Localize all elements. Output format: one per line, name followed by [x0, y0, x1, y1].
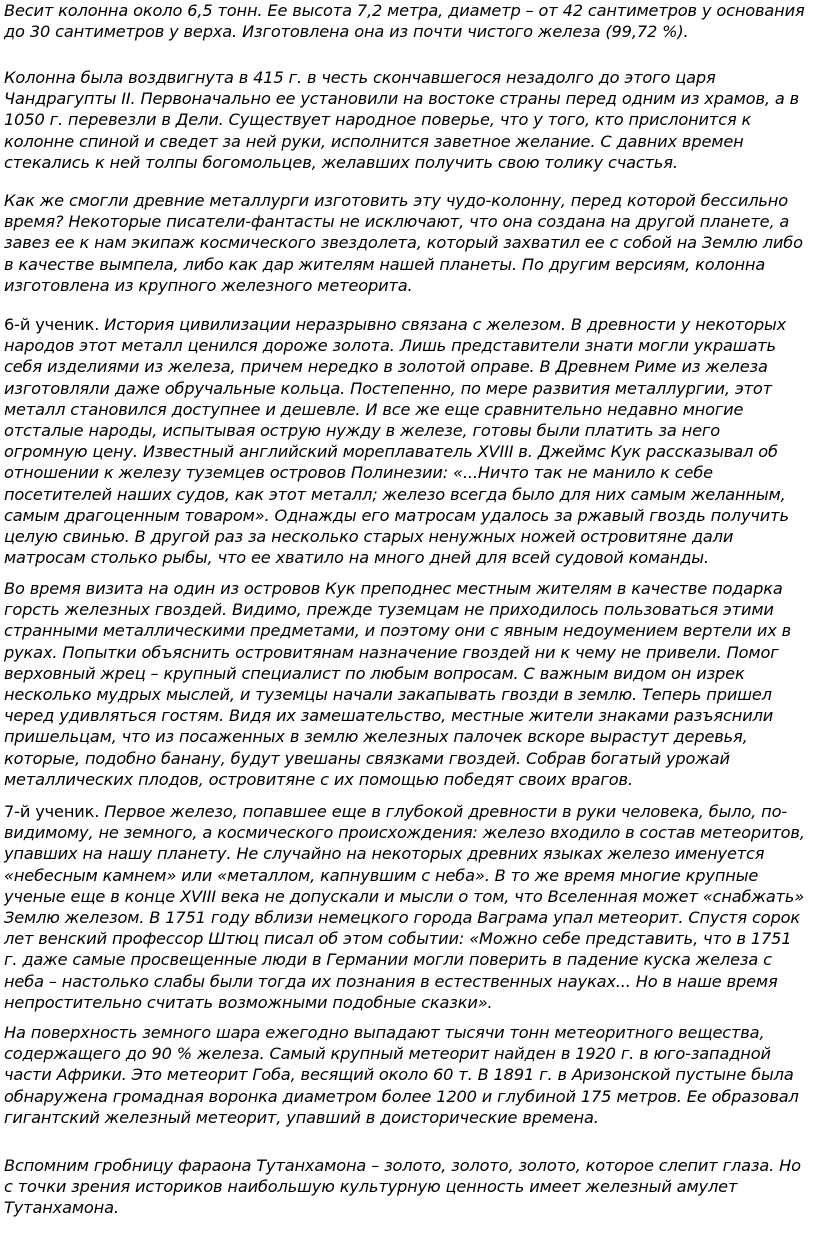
paragraph-student-6 [4, 314, 806, 568]
paragraph-text: Первое железо, попавшее еще в глубокой древности в руки человека, было, по-видимому, не земного, а космического происхождения: железо входило в состав метеоритов, упавших на нашу планету. Не случайно на некоторых древних языках железо именуется «небесным камнем» или «металлом, капнувшим с неба». В то же время многие крупные ученые еще в конце XVIII века не допускали и мысли о том, что Вселенная может «снабжать» Землю железом. В 1751 году вблизи немецкого города Ваграма упал метеорит. Спустя сорок лет венский профессор Штюц писал об этом событии: «Можно себе представить, что в 1751 г. даже самые просвещенные люди в Германии могли поверить в падение куска железа с неба – настолько слабы были тогда их познания в естественных науках... Но в наше время непростительно считать возможными подобные сказки». [4, 802, 805, 1012]
paragraph-text: Во время визита на один из островов Кук преподнес местным жителям в качестве подарка горсть железных гвоздей. Видимо, прежде туземцам не приходилось пользоваться этими странными металлическими предметами, и поэтому они с явным недоумением вертели их в руках. Попытки объяснить островитянам назначение гвоздей ни к чему не привели. Помог верховный жрец – крупный специалист по любым вопросам. С важным видом он изрек несколько мудрых мыслей, и туземцы начали закапывать гвозди в землю. Теперь пришел черед удивляться гостям. Видя их замешательство, местные жители знаками разъяснили пришельцам, что из посаженных в землю железных палочек вскоре вырастут деревья, которые, подобно банану, будут увешаны связками гвоздей. Собрав богатый урожай металлических плодов, островитяне с их помощью победят своих врагов. [4, 579, 792, 789]
paragraph-student-7 [4, 801, 806, 1013]
paragraph-column-history [4, 67, 806, 173]
paragraph-tutankhamun [4, 1155, 812, 1219]
speaker-label: 6-й ученик. [4, 315, 105, 334]
paragraph-column-origin [4, 190, 806, 296]
paragraph-cook-nails [4, 578, 806, 790]
paragraph-text: Как же смогли древние металлурги изготовить эту чудо-колонну, перед которой бессильно время? Некоторые писатели-фантасты не исключают, что она создана на другой планете, а завез ее к нам экипаж космического звездолета, который захватил ее с собой на Землю либо в качестве вымпела, либо как дар жителям нашей планеты. По другим версиям, колонна изготовлена из крупного железного метеорита. [4, 191, 803, 295]
speaker-label: 7-й ученик. [4, 802, 105, 821]
paragraph-text: Колонна была воздвигнута в 415 г. в честь скончавшегося незадолго до этого царя Чандрагупты II. Первоначально ее установили на востоке страны перед одним из храмов, а в 1050 г. перевезли в Дели. Существует народное поверье, что у того, кто прислонится к колонне спиной и сведет за ней руки, исполнится заветное желание. С давних времен стекались к ней толпы богомольцев, желавших получить свою толику счастья. [4, 68, 799, 172]
paragraph-text: Весит колонна около 6,5 тонн. Ее высота 7,2 метра, диаметр – от 42 сантиметров у основания до 30 сантиметров у верха. Изготовлена она из почти чистого железа (99,72 %). [4, 1, 805, 42]
paragraph-text: На поверхность земного шара ежегодно выпадают тысячи тонн метеоритного вещества, содержащего до 90 % железа. Самый крупный метеорит найден в 1920 г. в юго-западной части Африки. Это метеорит Гоба, весящий около 60 т. В 1891 г. в Аризонской пустыне была обнаружена громадная воронка диаметром более 1200 и глубиной 175 метров. Ее образовал гигантский железный метеорит, упавший в доисторические времена. [4, 1023, 799, 1127]
paragraph-meteorites [4, 1022, 806, 1128]
paragraph-text: История цивилизации неразрывно связана с железом. В древности у некоторых народов этот металл ценился дороже золота. Лишь представители знати могли украшать себя изделиями из железа, причем нередко в золотой оправе. В Древнем Риме из железа изготовляли даже обручальные кольца. Постепенно, по мере развития металлургии, этот металл становился доступнее и дешевле. И все же еще сравнительно недавно многие отсталые народы, испытывая острую нужду в железе, готовы были платить за него огромную цену. Известный английский мореплаватель XVIII в. Джеймс Кук рассказывал об отношении к железу туземцев островов Полинезии: «...Ничто так не манило к себе посетителей наших судов, как этот металл; железо всегда было для них самым желанным, самым драгоценным товаром». Однажды его матросам удалось за ржавый гвоздь получить целую свинью. В другой раз за несколько старых ненужных ножей островитяне дали матросам столько рыбы, что ее хватило на много дней для всей судовой команды. [4, 315, 789, 568]
paragraph-text: Вспомним гробницу фараона Тутанхамона – золото, золото, золото, которое слепит глаза. Но с точки зрения историков наибольшую культурную ценность имеет железный амулет Тутанхамона. [4, 1156, 801, 1218]
paragraph-column-specs [4, 0, 806, 42]
